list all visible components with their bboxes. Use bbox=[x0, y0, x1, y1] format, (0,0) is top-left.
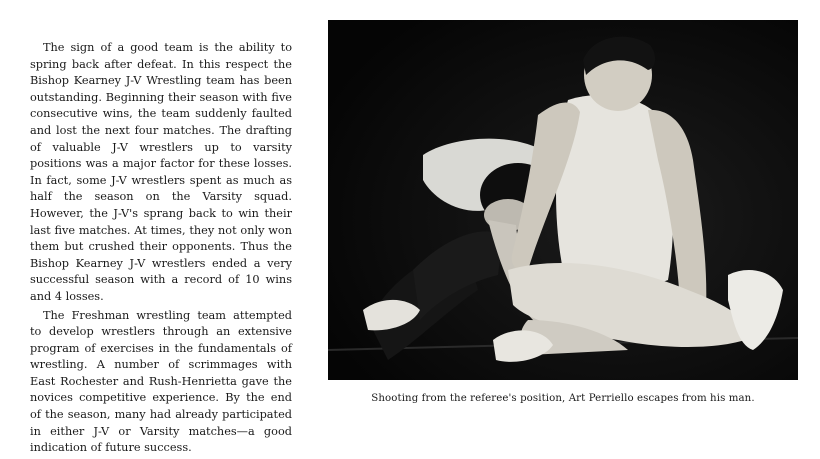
article-body bbox=[30, 40, 292, 459]
wrestling-photo-illustration bbox=[328, 20, 798, 380]
article-paragraph-freshman: The Freshman wrestling team attempted to develop wrestlers through an extensive program of exercises in the fundamentals of wrestling. A number of scrimmages with East Rochester and Rush-Henrietta gave the novices competitive experience. By the end of the season, many had already participated in either J-V or Varsity matches—a good indication of future success. bbox=[30, 308, 292, 455]
photo-caption: Shooting from the referee's position, Art Perriello escapes from his man. bbox=[371, 393, 755, 404]
wrestling-photo bbox=[328, 20, 798, 380]
article-paragraph-jv: The sign of a good team is the ability to spring back after defeat. In this respect the Bishop Kearney J-V Wrestling team has been outstanding. Beginning their season with five consecutive wins, the team suddenly faulted and lost the next four matches. The drafting of valuable J-V wrestlers up to varsity positions was a major factor for these losses. In fact, some J-V wrestlers spent as much as half the season on the Varsity squad. However, the J-V's sprang back to win their last five matches. At times, they not only won them but crushed their opponents. Thus the Bishop Kearney J-V wrestlers ended a very successful season with a record of 10 wins and 4 losses. bbox=[30, 41, 292, 303]
